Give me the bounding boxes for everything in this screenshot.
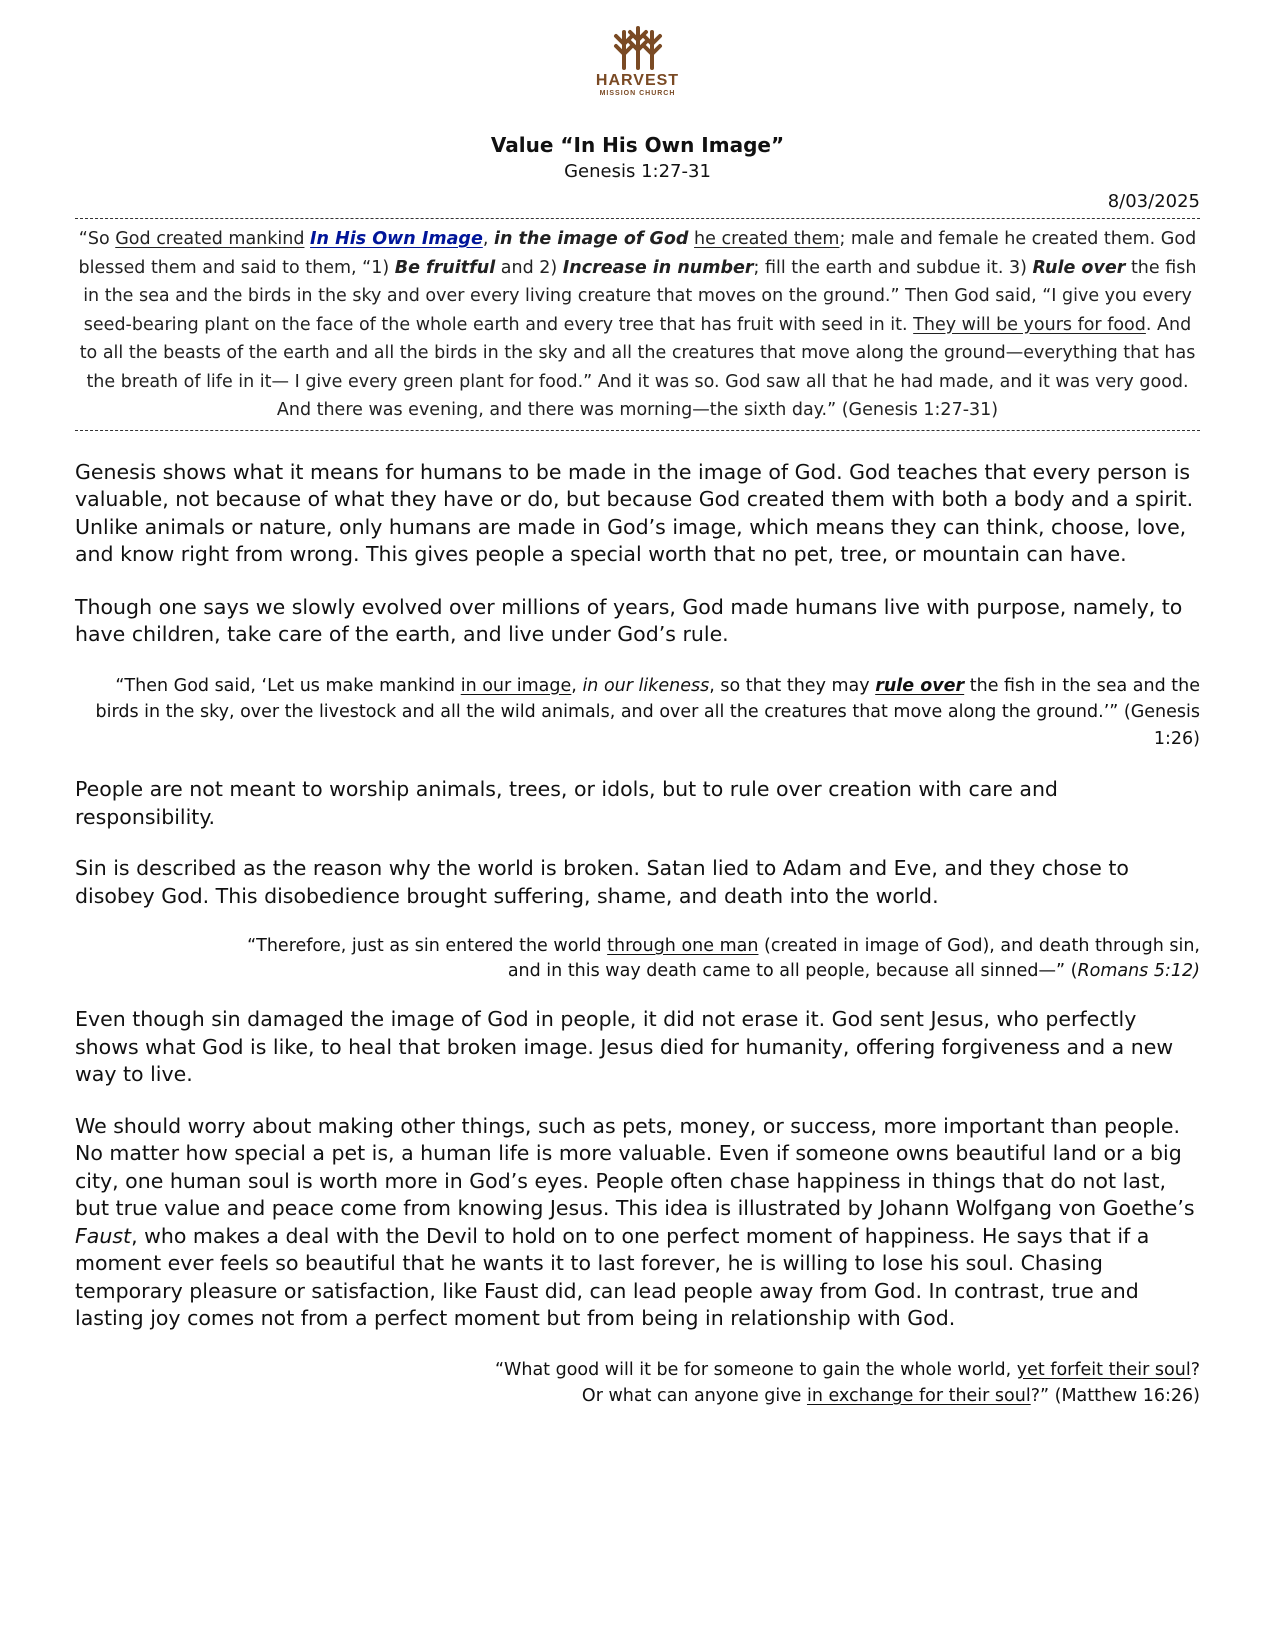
paragraph-sin: Sin is described as the reason why the world is broken. Satan lied to Adam and Eve, and they chose to disobey God. This disobedience brought suffering, shame, and death into the world.: [75, 856, 1129, 908]
sermon-title: Value “In His Own Image”: [490, 133, 785, 157]
dashed-divider-top: [75, 218, 1200, 219]
wheat-icon: [603, 22, 673, 70]
paragraph-rule-over-creation: People are not meant to worship animals, trees, or idols, but to rule over creation with care and responsibility.: [75, 777, 1058, 829]
sermon-reference: Genesis 1:27-31: [564, 161, 711, 182]
quote-matthew-16-26: “What good will it be for someone to gain the whole world, yet forfeit their soul? Or what can anyone give in exchange for their soul?” (Matthew 16:26): [494, 1359, 1200, 1406]
paragraph-jesus-heals: Even though sin damaged the image of God in people, it did not erase it. God sent Jesus, who perfectly shows what God is like, to heal that broken image. Jesus died for humanity, offering forgiveness and a new way to live.: [75, 1007, 1174, 1086]
church-logo: [75, 22, 1200, 108]
document-page: [75, 22, 1200, 1410]
scripture-block: “So God created mankind In His Own Image, in the image of God he created them; male and female he created them. God blessed them and said to them, “1) Be fruitful and 2) Increase in number; fill the earth and subdue it. 3) Rule over the fish in the sea and the birds in the sky and over every living creature that moves on the ground.” Then God said, “I give you every seed-bearing plant on the face of the whole earth and every tree that has fruit with seed in it. They will be yours for food. And to all the beasts of the earth and all the birds in the sky and all the creatures that move along the ground—everything that has the breath of life in it— I give every green plant for food.” And it was so. God saw all that he had made, and it was very good. And there was evening, and there was morning—the sixth day.” (Genesis 1:27-31): [78, 229, 1197, 420]
paragraph-faust: We should worry about making other things, such as pets, money, or success, more important than people. No matter how special a pet is, a human life is more valuable. Even if someone owns beautiful land or a big city, one human soul is worth more in God’s eyes. People often chase happiness in things that do not last, but true value and peace come from knowing Jesus. This idea is illustrated by Johann Wolfgang von Goethe’s Faust, who makes a deal with the Devil to hold on to one perfect moment of happiness. He says that if a moment ever feels so beautiful that he wants it to last forever, he is willing to lose his soul. Chasing temporary pleasure or satisfaction, like Faust did, can lead people away from God. In contrast, true and lasting joy comes not from a perfect moment but from being in relationship with God.: [75, 1113, 1195, 1330]
paragraph-purpose: Though one says we slowly evolved over millions of years, God made humans live with purpose, namely, to have children, take care of the earth, and live under God’s rule.: [75, 594, 1183, 646]
dashed-divider-bottom: [75, 430, 1200, 431]
logo-name: HARVEST: [595, 72, 680, 89]
sermon-date: 8/03/2025: [1107, 191, 1200, 212]
quote-genesis-1-26: “Then God said, ‘Let us make mankind in our image, in our likeness, so that they may rule over the fish in the sea and the birds in the sky, over the livestock and all the wild animals, and over all the creatures that move along the ground.’” (Genesis 1:26): [95, 675, 1200, 749]
logo-subtitle: MISSION CHURCH: [599, 90, 676, 97]
paragraph-image-of-god: Genesis shows what it means for humans to be made in the image of God. God teaches that every person is valuable, not because of what they have or do, but because God created them with both a body and a spirit. Unlike animals or nature, only humans are made in God’s image, which means they can think, choose, love, and know right from wrong. This gives people a special worth that no pet, tree, or mountain can have.: [75, 459, 1194, 566]
quote-romans-5-12: “Therefore, just as sin entered the world through one man (created in image of God), and death through sin, and in this way death came to all people, because all sinned—” (Romans 5:12): [247, 936, 1200, 981]
